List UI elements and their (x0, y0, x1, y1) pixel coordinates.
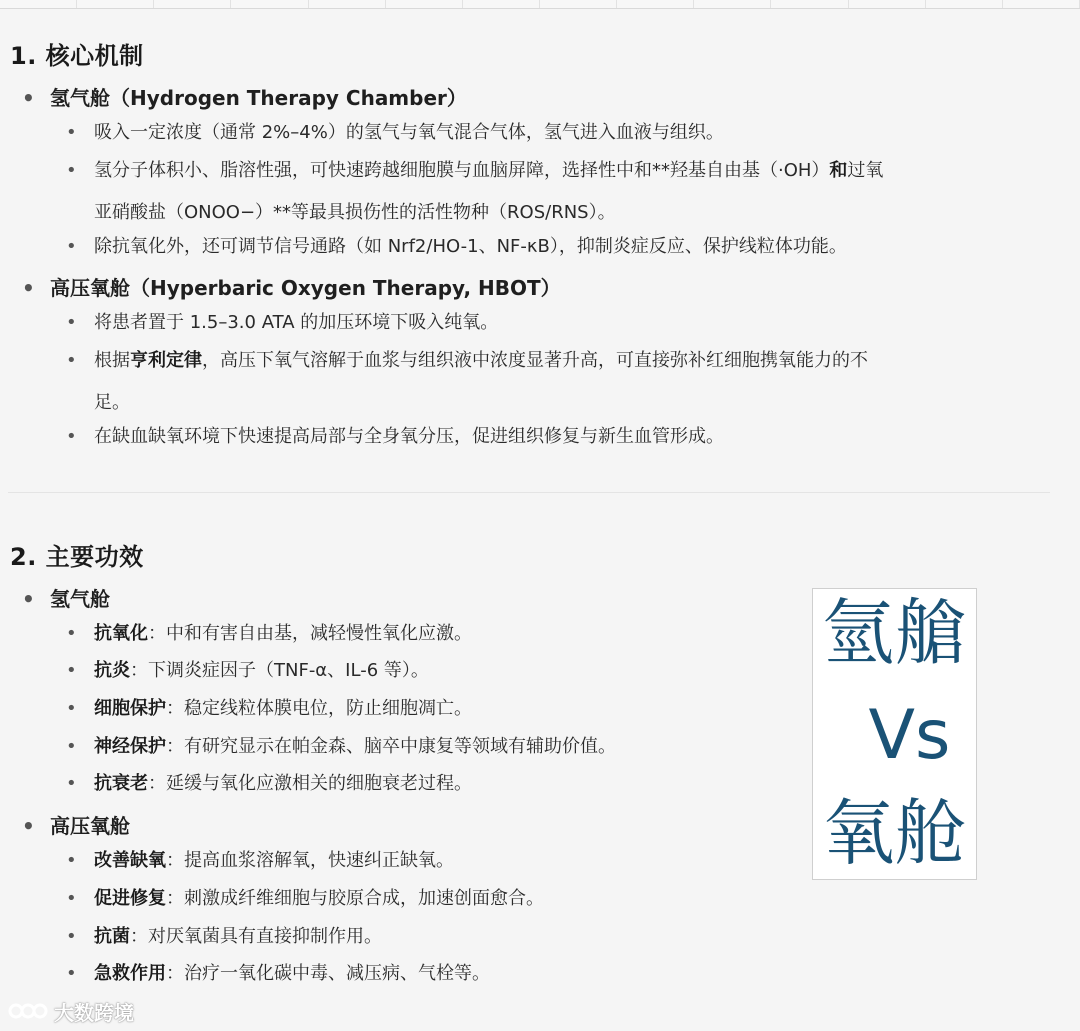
bullet-icon: • (22, 86, 35, 110)
effect-term: 细胞保护 (94, 698, 166, 719)
hbot-effects-item (22, 810, 130, 839)
effect-term: 抗衰老 (94, 773, 148, 794)
list-item-text: 将患者置于 1.5–3.0 ATA 的加压环境下吸入纯氧。 (94, 312, 499, 333)
bold-text: 和 (829, 160, 848, 181)
bullet-icon: • (66, 312, 77, 333)
effect-term: 抗氧化 (94, 623, 148, 644)
list-item-text: 吸入一定浓度（通常 2%–4%）的氢气与氧气混合气体，氢气进入血液与组织。 (94, 122, 724, 143)
bullet-icon: • (66, 963, 77, 984)
card-line-hydrogen: 氫艙 (822, 591, 967, 675)
list-item-text: 氢分子体积小、脂溶性强，可快速跨越细胞膜与血脑屏障，选择性中和**羟基自由基（·OH） (94, 160, 830, 181)
list-item (66, 615, 472, 653)
section2-heading: 2. 主要功效 (10, 543, 144, 571)
effect-desc: ：中和有害自由基，减轻慢性氧化应激。 (148, 623, 472, 644)
effect-desc: ：稳定线粒体膜电位，防止细胞凋亡。 (166, 698, 472, 719)
bullet-icon: • (66, 888, 77, 909)
bullet-icon: • (66, 350, 77, 371)
hbot-mechanism-item (22, 272, 561, 301)
list-item (66, 152, 883, 190)
bullet-icon: • (66, 736, 77, 757)
card-line-vs: Vs (868, 696, 951, 775)
effect-term: 抗炎 (94, 660, 130, 681)
effect-desc: ：对厌氧菌具有直接抑制作用。 (130, 926, 382, 947)
list-item (66, 652, 429, 690)
list-item-text: ，高压下氧气溶解于血浆与组织液中浓度显著升高，可直接弥补红细胞携氧能力的不 (202, 350, 868, 371)
list-item-continuation: 亚硝酸盐（ONOO−）**等最具损伤性的活性物种（ROS/RNS）。 (94, 202, 616, 223)
bullet-icon: • (66, 660, 77, 681)
section-divider (8, 492, 1050, 493)
bullet-icon: • (66, 698, 77, 719)
bullet-icon: • (22, 814, 35, 838)
list-item (66, 765, 472, 803)
effect-desc: ：治疗一氧化碳中毒、减压病、气栓等。 (166, 963, 490, 984)
list-item-continuation: 足。 (94, 392, 130, 413)
list-item-text: 根据 (94, 350, 130, 371)
hbot-mechanism-title: 高压氧舱（Hyperbaric Oxygen Therapy, HBOT） (50, 276, 561, 300)
list-item-text: 在缺血缺氧环境下快速提高局部与全身氧分压，促进组织修复与新生血管形成。 (94, 426, 724, 447)
list-item (66, 955, 490, 993)
hydrogen-mechanism-title: 氢气舱（Hydrogen Therapy Chamber） (50, 86, 467, 110)
effect-desc: ：刺激成纤维细胞与胶原合成，加速创面愈合。 (166, 888, 544, 909)
hydrogen-mechanism-item (22, 82, 467, 111)
list-item (66, 304, 498, 342)
bullet-icon: • (66, 426, 77, 447)
bullet-icon: • (66, 160, 77, 181)
watermark (8, 996, 134, 1026)
effect-term: 促进修复 (94, 888, 166, 909)
bullet-icon: • (66, 122, 77, 143)
bullet-icon: • (66, 850, 77, 871)
list-item (66, 418, 724, 456)
list-item-text: 过氧 (847, 160, 884, 181)
list-item (66, 918, 382, 956)
hydrogen-effects-title: 氢气舱 (50, 587, 110, 611)
hydrogen-effects-item (22, 583, 110, 612)
bullet-icon: • (66, 773, 77, 794)
list-item (66, 690, 472, 728)
effect-desc: ：提高血浆溶解氧，快速纠正缺氧。 (166, 850, 454, 871)
bullet-icon: • (22, 276, 35, 300)
effect-term: 急救作用 (94, 963, 166, 984)
effect-term: 改善缺氧 (94, 850, 166, 871)
effect-desc: ：下调炎症因子（TNF-α、IL-6 等）。 (130, 660, 429, 681)
list-item-text: 除抗氧化外，还可调节信号通路（如 Nrf2/HO-1、NF-κB），抑制炎症反应、保护线粒体功能。 (94, 236, 847, 257)
list-item (66, 342, 868, 380)
list-item (66, 842, 454, 880)
hbot-effects-title: 高压氧舱 (50, 814, 130, 838)
card-line-oxygen: 氧舱 (822, 791, 967, 875)
effect-desc: ：延缓与氧化应激相关的细胞衰老过程。 (148, 773, 472, 794)
list-item (66, 228, 847, 266)
section1-heading: 1. 核心机制 (10, 42, 144, 70)
bullet-icon: • (22, 587, 35, 611)
bullet-icon: • (66, 236, 77, 257)
bullet-icon: • (66, 926, 77, 947)
watermark-logo-icon (8, 999, 48, 1023)
list-item (66, 880, 544, 918)
bullet-icon: • (66, 623, 77, 644)
watermark-text: 大数跨境 (54, 1000, 134, 1025)
effect-term: 抗菌 (94, 926, 130, 947)
bold-text: 亨利定律 (130, 350, 202, 371)
effect-term: 神经保护 (94, 736, 166, 757)
comparison-title-card (812, 588, 977, 880)
list-item (66, 728, 616, 766)
list-item (66, 114, 724, 152)
effect-desc: ：有研究显示在帕金森、脑卒中康复等领域有辅助价值。 (166, 736, 616, 757)
